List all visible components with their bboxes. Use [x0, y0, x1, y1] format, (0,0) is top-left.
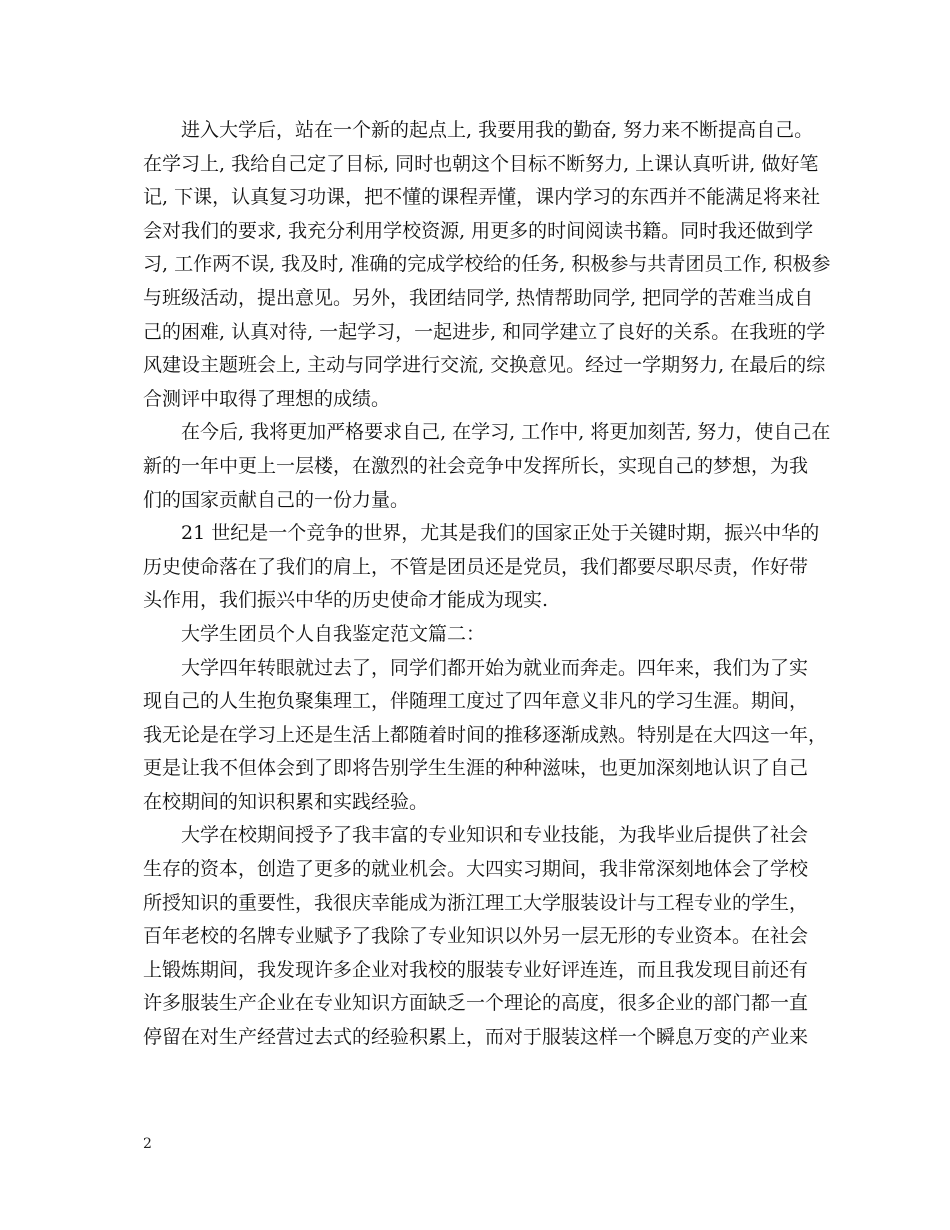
text-line: 上锻炼期间，我发现许多企业对我校的服装专业好评连连，而且我发现目前还有	[143, 958, 809, 981]
text-line: 合测评中取得了理想的成绩。	[143, 387, 391, 410]
text-line: 进入大学后，站在一个新的起点上, 我要用我的勤奋, 努力来不断提高自己。	[181, 119, 814, 141]
paragraph	[143, 618, 808, 652]
text-line: 会对我们的要求, 我充分利用学校资源, 用更多的时间阅读书籍。同时我还做到学	[143, 219, 814, 242]
text-line: 在学习上, 我给自己定了目标, 同时也朝这个目标不断努力, 上课认真听讲, 做好笔	[143, 152, 819, 175]
text-line: 更是让我不但体会到了即将告别学生生涯的种种滋味，也更加深刻地认识了自己	[143, 757, 809, 780]
text-line: 习, 工作两不误, 我及时, 准确的完成学校给的任务, 积极参与共青团员工作, 积极参	[143, 253, 831, 276]
text-line: 风建设主题班会上, 主动与同学进行交流, 交换意见。经过一学期努力, 在最后的综	[143, 354, 826, 377]
paragraph	[143, 517, 820, 618]
text-line: 新的一年中更上一层楼，在激烈的社会竞争中发挥所长，实现自己的梦想，为我	[143, 454, 809, 477]
paragraph	[143, 652, 828, 820]
text-line: 在校期间的知识积累和实践经验。	[143, 790, 429, 813]
paragraph	[143, 416, 831, 517]
text-line: 21 世纪是一个竞争的世界，尤其是我们的国家正处于关键时期，振兴中华的	[181, 522, 820, 545]
text-line: 们的国家贡献自己的一份力量。	[143, 488, 410, 511]
text-line: 许多服装生产企业在专业知识方面缺乏一个理论的高度，很多企业的部门都一直	[143, 992, 809, 1015]
text-line: 在今后, 我将更加严格要求自己, 在学习, 工作中, 将更加刻苦, 努力，使自己在	[181, 421, 831, 444]
text-line: 大学生团员个人自我鉴定范文篇二：	[181, 622, 486, 645]
text-line: 与班级活动，提出意见。另外，我团结同学, 热情帮助同学, 把同学的苦难当成自	[143, 286, 814, 309]
text-line: 大学在校期间授予了我丰富的专业知识和专业技能，为我毕业后提供了社会	[181, 824, 809, 847]
paragraph	[143, 114, 831, 416]
text-line: 现自己的人生抱负聚集理工，伴随理工度过了四年意义非凡的学习生涯。期间，	[143, 690, 809, 713]
text-line: 头作用，我们振兴中华的历史使命才能成为现实.	[143, 589, 549, 612]
body-text	[143, 114, 831, 1055]
text-line: 停留在对生产经营过去式的经验积累上，而对于服装这样一个瞬息万变的产业来	[143, 1026, 809, 1049]
text-line: 己的困难, 认真对待, 一起学习，一起进步, 和同学建立了良好的关系。在我班的学	[143, 320, 826, 343]
text-line: 百年老校的名牌专业赋予了我除了专业知识以外另一层无形的专业资本。在社会	[143, 925, 809, 948]
text-line: 所授知识的重要性，我很庆幸能成为浙江理工大学服装设计与工程专业的学生，	[143, 891, 809, 914]
text-line: 生存的资本，创造了更多的就业机会。大四实习期间，我非常深刻地体会了学校	[143, 858, 809, 881]
text-line: 记, 下课，认真复习功课，把不懂的课程弄懂，课内学习的东西并不能满足将来社	[143, 186, 821, 209]
paragraph	[143, 819, 808, 1054]
text-line: 历史使命落在了我们的肩上，不管是团员还是党员，我们都要尽职尽责，作好带	[143, 555, 809, 578]
text-line: 大学四年转眼就过去了，同学们都开始为就业而奔走。四年来，我们为了实	[181, 656, 809, 679]
text-line: 我无论是在学习上还是生活上都随着时间的推移逐渐成熟。特别是在大四这一年，	[143, 723, 828, 746]
page-number: 2	[143, 1136, 152, 1152]
